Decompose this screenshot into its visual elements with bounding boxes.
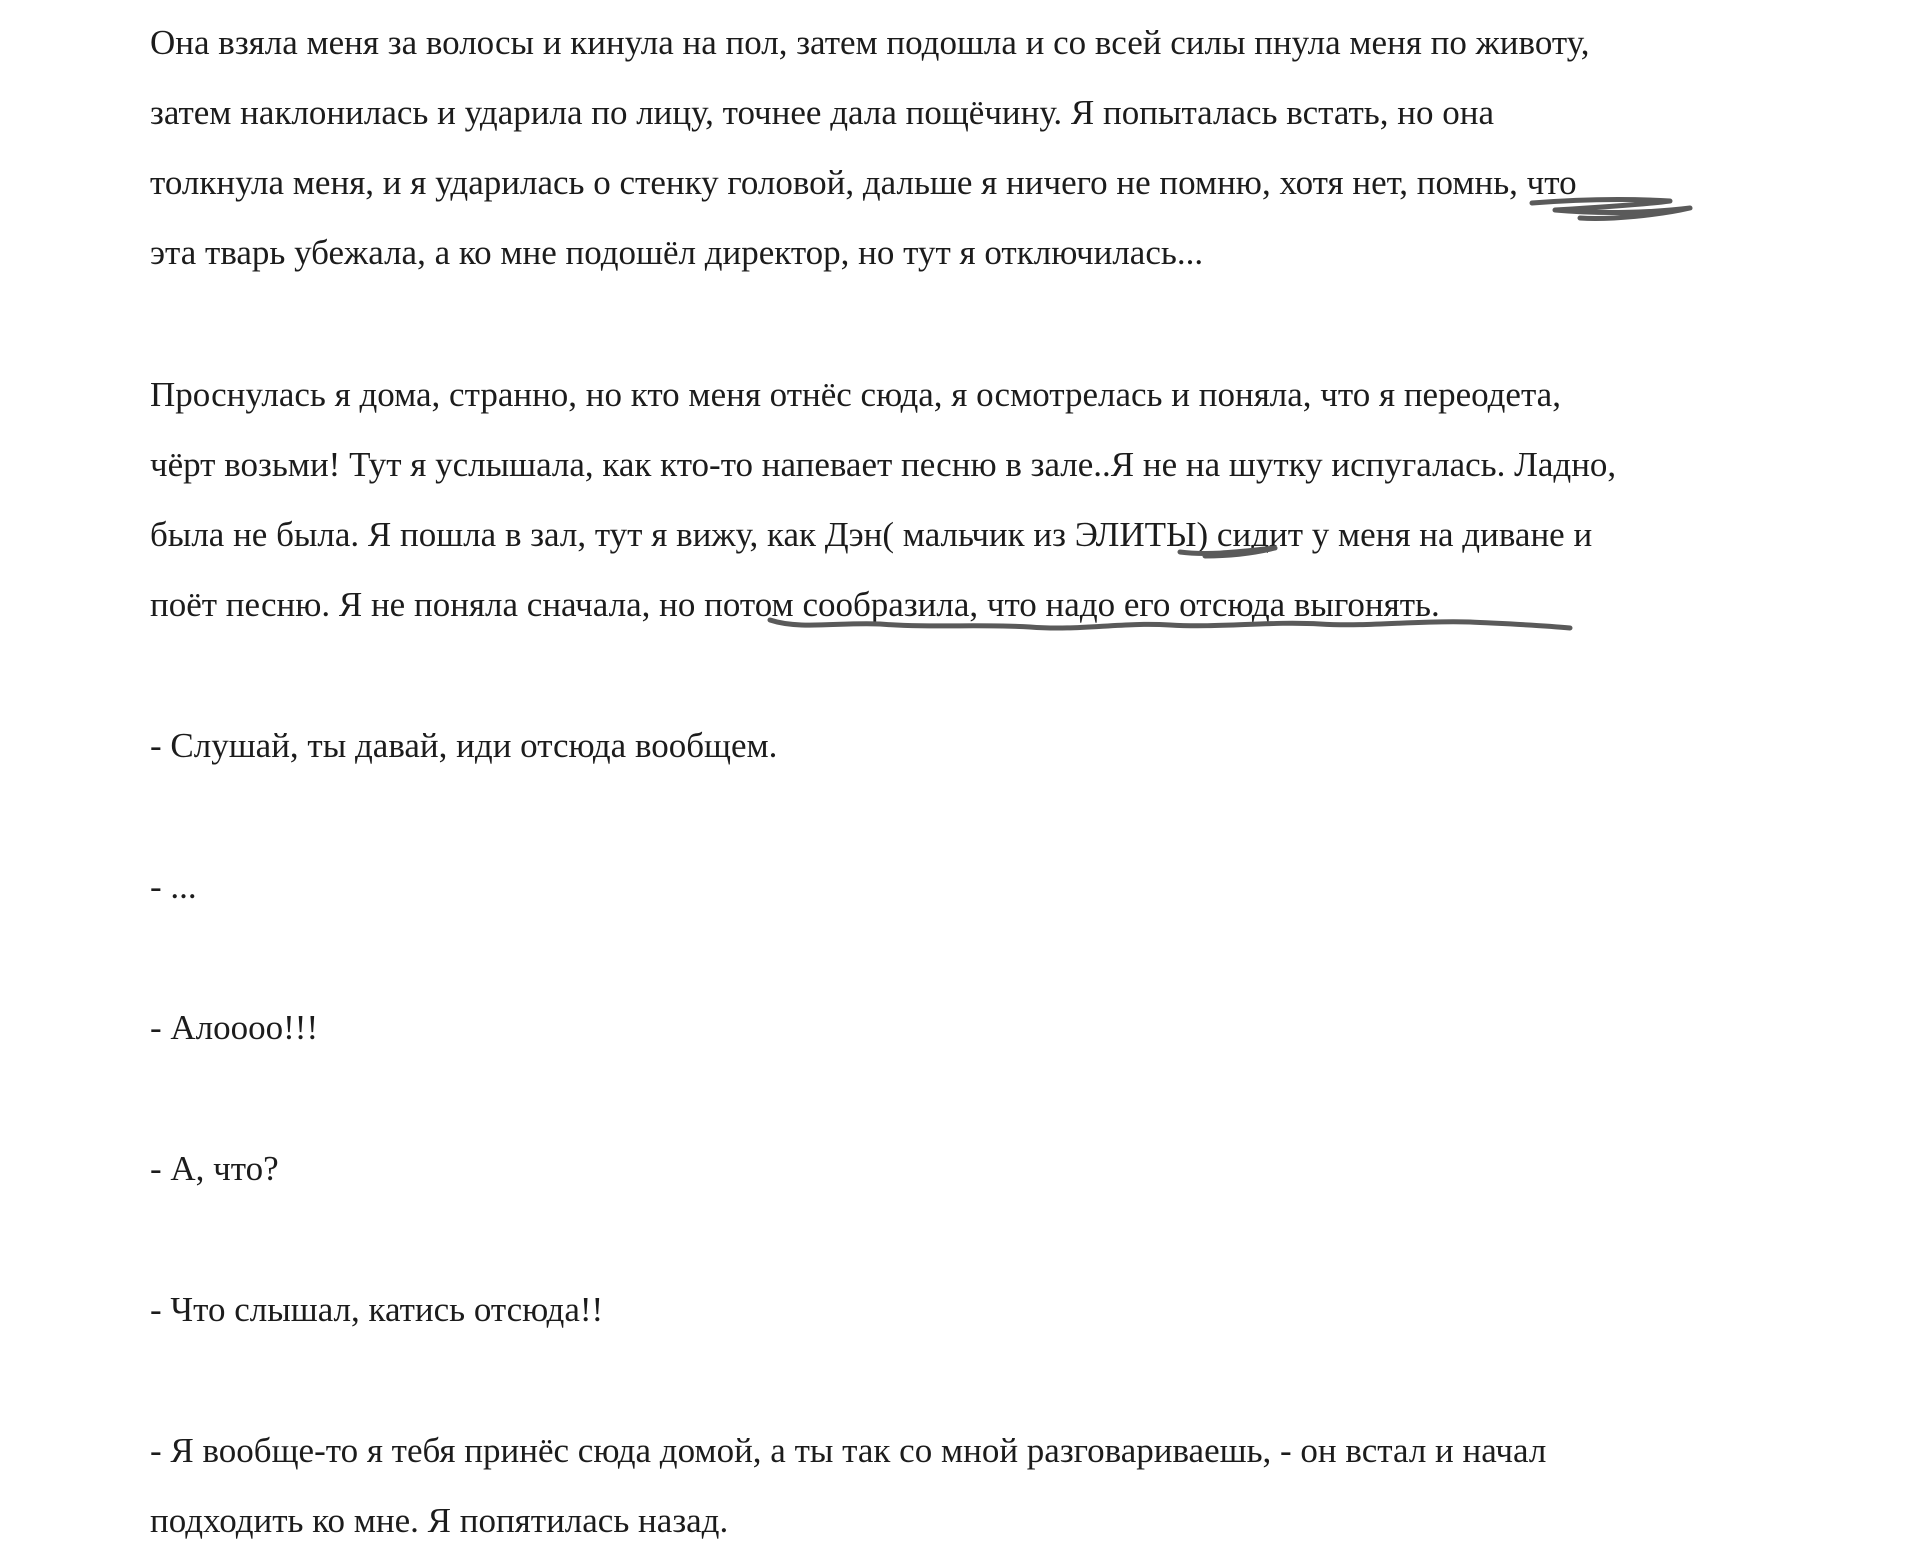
text-line: поёт песню. Я не поняла сначала, но потом сообразила, что надо его отсюда выгонять. — [150, 585, 1440, 624]
dialogue-line: - Алоооо!!! — [150, 1008, 319, 1047]
dialogue-line: - А, что? — [150, 1149, 279, 1188]
text-line: Проснулась я дома, странно, но кто меня отнёс сюда, я осмотрелась и поняла, что я переодета, — [150, 375, 1561, 414]
dialogue-line: - Слушай, ты давай, иди отсюда вообщем. — [150, 726, 778, 765]
text-line: толкнула меня, и я ударилась о стенку головой, дальше я ничего не помню, хотя нет, помнь, что — [150, 163, 1577, 202]
text-line: Она взяла меня за волосы и кинула на пол, затем подошла и со всей силы пнула меня по животу, — [150, 23, 1590, 62]
text-line: подходить ко мне. Я попятилась назад. — [150, 1501, 729, 1540]
text-line: чёрт возьми! Тут я услышала, как кто-то напевает песню в зале..Я не на шутку испугалась. Ладно, — [150, 445, 1617, 484]
dialogue-line: - Я вообще-то я тебя принёс сюда домой, а ты так со мной разговариваешь, - он встал и начал — [150, 1431, 1547, 1470]
text-line: была не была. Я пошла в зал, тут я вижу, как Дэн( мальчик из ЭЛИТЫ) сидит у меня на диване и — [150, 515, 1593, 554]
text-line: эта тварь убежала, а ко мне подошёл директор, но тут я отключилась... — [150, 233, 1204, 272]
dialogue-line: - ... — [150, 867, 197, 906]
dialogue-line: - Что слышал, катись отсюда!! — [150, 1290, 604, 1329]
text-line: затем наклонилась и ударила по лицу, точнее дала пощёчину. Я попыталась встать, но она — [150, 93, 1494, 132]
